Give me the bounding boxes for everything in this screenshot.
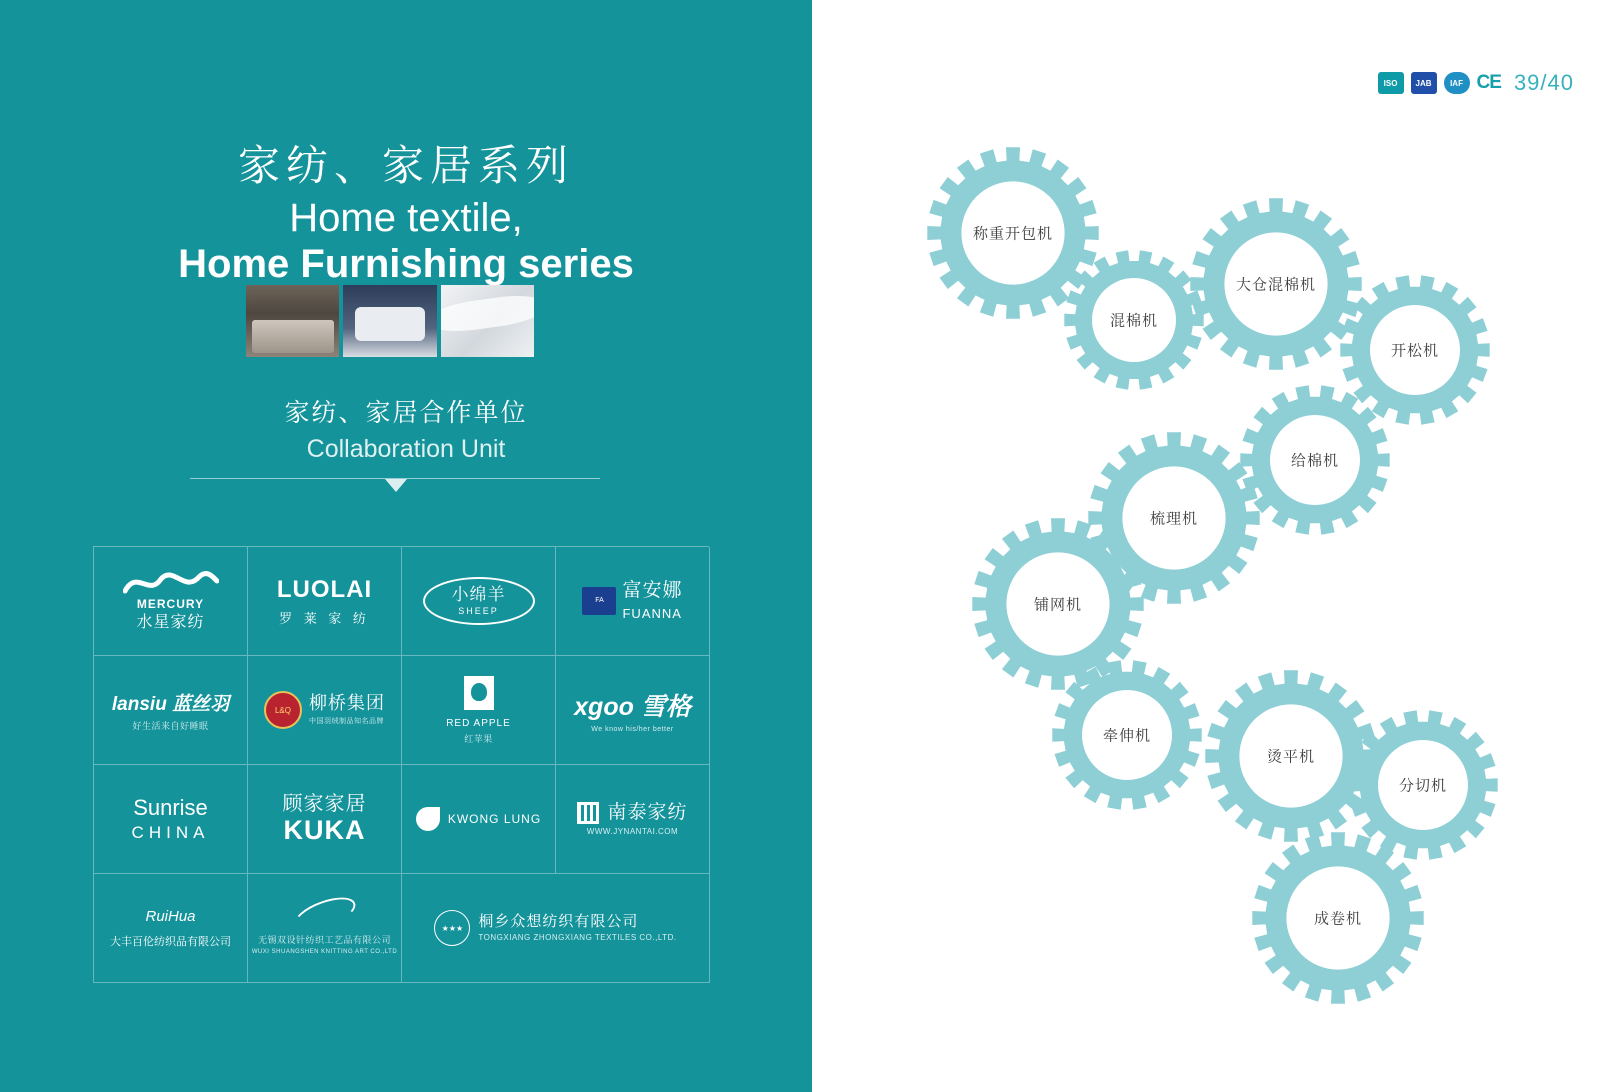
partner-logo-redapple bbox=[402, 656, 556, 765]
partner-logo-shuangshen bbox=[248, 874, 402, 983]
sunrise-country-label: CHINA bbox=[131, 823, 210, 842]
gear-label-g4: 开松机 bbox=[1390, 342, 1439, 360]
ce-mark-icon: CE bbox=[1476, 72, 1501, 93]
page-title-cn: 家纺、家居系列 bbox=[237, 142, 574, 189]
collaboration-heading bbox=[0, 393, 812, 464]
liuqiao-slogan: 中国羽绒制品知名品牌 bbox=[309, 718, 384, 726]
divider-triangle-icon bbox=[385, 479, 407, 492]
collab-title-cn: 家纺、家居合作单位 bbox=[284, 399, 528, 427]
redapple-cn-label: 红苹果 bbox=[464, 733, 493, 744]
zhongxiang-en-label: TONGXIANG ZHONGXIANG TEXTILES CO.,LTD. bbox=[478, 932, 677, 942]
partner-logo-zhongxiang bbox=[402, 874, 710, 983]
kwonglung-label: KWONG LUNG bbox=[447, 812, 542, 826]
gear-label-g9: 烫平机 bbox=[1266, 748, 1315, 766]
kuka-en-label: KUKA bbox=[283, 814, 366, 845]
gear-label-g2: 混棉机 bbox=[1109, 312, 1158, 330]
page-title-en-line1: Home textile, bbox=[289, 195, 523, 240]
partner-logo-sunrise bbox=[94, 765, 248, 874]
partner-logo-sheep bbox=[402, 547, 556, 656]
leaf-icon bbox=[416, 807, 440, 831]
apple-icon bbox=[464, 676, 494, 710]
quilt-photo bbox=[441, 285, 534, 357]
lansiu-slogan: 好生活来自好睡眠 bbox=[132, 720, 209, 731]
xgoo-label: xgoo 雪格 bbox=[574, 693, 691, 721]
ruihua-company-label: 大丰百伦纺织品有限公司 bbox=[110, 935, 231, 948]
stars-badge-icon: ★★★ bbox=[434, 910, 470, 946]
pillow-photo bbox=[343, 285, 436, 357]
collab-title-en: Collaboration Unit bbox=[306, 435, 506, 463]
page-number: 39/40 bbox=[1513, 70, 1574, 95]
iso-cert-icon: ISO bbox=[1378, 72, 1404, 94]
photo-strip bbox=[246, 285, 534, 357]
page-title-en-line2: Home Furnishing series bbox=[178, 241, 634, 286]
kuka-cn-label: 顾家家居 bbox=[282, 792, 367, 815]
sheep-cn-label: 小绵羊 bbox=[451, 585, 506, 605]
sheep-en-label: SHEEP bbox=[458, 605, 499, 616]
process-flow-gear-diagram bbox=[812, 0, 1600, 1092]
gear-label-g10: 分切机 bbox=[1398, 777, 1447, 795]
redapple-en-label: RED APPLE bbox=[446, 717, 511, 729]
nantai-mark-icon bbox=[577, 802, 599, 824]
partner-logo-grid bbox=[93, 546, 709, 983]
sheep-oval-icon bbox=[423, 577, 535, 625]
shuangshen-cn-label: 无锡双设针纺织工艺品有限公司 bbox=[257, 935, 391, 945]
partner-logo-fuanna bbox=[556, 547, 710, 656]
xgoo-slogan: We know his/her better bbox=[591, 726, 674, 733]
nantai-cn-label: 南泰家纺 bbox=[607, 801, 688, 823]
partner-logo-kuka bbox=[248, 765, 402, 874]
lansiu-label: lansiu 蓝丝羽 bbox=[111, 693, 230, 715]
partner-logo-ruihua bbox=[94, 874, 248, 983]
partner-logo-xgoo bbox=[556, 656, 710, 765]
gear-g8 bbox=[1052, 660, 1202, 810]
partner-logo-mercury bbox=[94, 547, 248, 656]
luolai-cn-label: 罗 莱 家 纺 bbox=[279, 610, 370, 626]
jab-cert-icon: JAB bbox=[1411, 72, 1437, 94]
swirl-icon bbox=[290, 891, 359, 937]
gear-label-g8: 牵伸机 bbox=[1102, 727, 1151, 745]
gear-label-g7: 铺网机 bbox=[1033, 596, 1082, 614]
ruihua-script-label: RuiHua bbox=[145, 907, 196, 925]
title-block bbox=[0, 140, 812, 287]
gear-label-g5: 给棉机 bbox=[1290, 452, 1339, 470]
shuangshen-en-label: WUXI SHUANGSHEN KNITTING ART CO.,LTD bbox=[251, 949, 398, 955]
mercury-en-label: MERCURY bbox=[136, 596, 205, 611]
fuanna-en-label: FUANNA bbox=[622, 605, 682, 621]
bedroom-photo bbox=[246, 285, 339, 357]
luolai-en-label: LUOLAI bbox=[276, 575, 373, 603]
partner-logo-kwonglung bbox=[402, 765, 556, 874]
liuqiao-cn-label: 柳桥集团 bbox=[309, 692, 385, 713]
gear-g5 bbox=[1240, 385, 1390, 535]
gear-g3 bbox=[1190, 198, 1362, 370]
gear-label-g1: 称重开包机 bbox=[972, 225, 1053, 243]
gear-g11 bbox=[1252, 832, 1424, 1004]
right-panel bbox=[812, 0, 1600, 1092]
gear-label-g11: 成卷机 bbox=[1313, 910, 1362, 928]
partner-logo-lansiu bbox=[94, 656, 248, 765]
partner-logo-luolai bbox=[248, 547, 402, 656]
sunrise-label: Sunrise bbox=[133, 795, 208, 820]
gear-g2 bbox=[1064, 250, 1204, 390]
liuqiao-seal-icon: L&Q bbox=[264, 691, 302, 729]
iaf-cert-icon: IAF bbox=[1444, 72, 1470, 94]
mercury-cn-label: 水星家纺 bbox=[136, 613, 205, 631]
fuanna-badge-icon: FA bbox=[582, 587, 616, 615]
mercury-wave-icon bbox=[123, 571, 219, 597]
divider bbox=[190, 478, 600, 502]
nantai-url: WWW.JYNANTAI.COM bbox=[586, 827, 679, 836]
partner-logo-nantai bbox=[556, 765, 710, 874]
partner-logo-liuqiao bbox=[248, 656, 402, 765]
gear-label-g6: 梳理机 bbox=[1149, 510, 1198, 528]
zhongxiang-cn-label: 桐乡众想纺织有限公司 bbox=[478, 913, 639, 931]
gear-label-g3: 大仓混棉机 bbox=[1235, 276, 1316, 294]
fuanna-cn-label: 富安娜 bbox=[622, 580, 683, 602]
